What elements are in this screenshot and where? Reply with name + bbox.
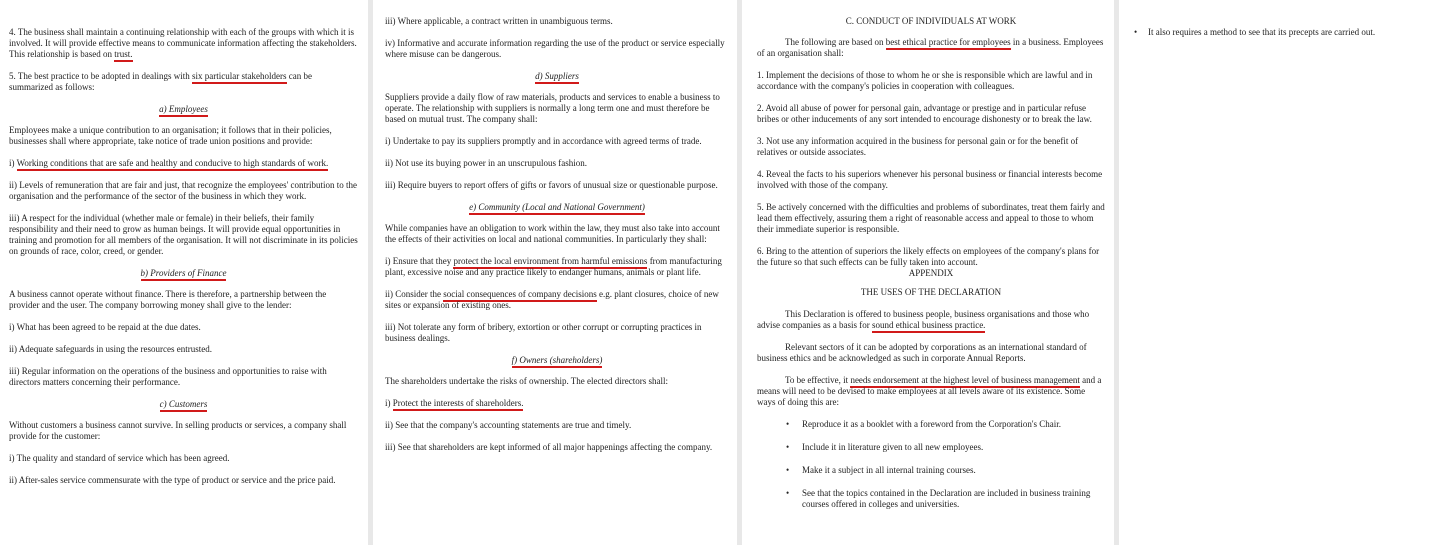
list-item: • See that the topics contained in the Declaration are included in business training courses offered in colleges and universities. (802, 488, 1105, 510)
suppliers-intro: Suppliers provide a daily flow of raw materials, products and services to enable a business to operate. The relationship with suppliers is normally a long term one and must therefore be based on mutual trust. The company shall: (385, 92, 720, 124)
customers-item-1: i) The quality and standard of service which has been agreed. (9, 453, 230, 463)
intro-text-end: in a business. Employees of an organisation shall: (757, 37, 1104, 58)
conduct-item-3: 3. Not use any information acquired in the business for personal gain or for the benefit of relatives or outside associates. (757, 136, 1079, 157)
list-item: • Reproduce it as a booklet with a foreword from the Corporation's Chair. (802, 419, 1105, 430)
para-5 (9, 71, 358, 93)
list-item: • Make it a subject in all internal training courses. (802, 465, 1105, 476)
heading-finance-text: b) Providers of Finance (141, 268, 227, 281)
customers-item-2: ii) After-sales service commensurate with the type of product or service and the price paid. (9, 475, 336, 485)
highlight-social-consequences: social consequences of company decisions (443, 289, 596, 302)
owners-item-3: iii) See that shareholders are kept informed of all major happenings affecting the company. (385, 442, 713, 452)
heading-employees-text: a) Employees (159, 104, 208, 117)
employees-intro: Employees make a unique contribution to an organisation; it follows that in their policies, businesses shall where appropriate, take notice of trade union positions and provide: (9, 125, 332, 146)
employees-item-2: ii) Levels of remuneration that are fair and just, that recognize the employees' contribution to the organisation and the performance of the sector of the business in which they work. (9, 180, 357, 201)
heading-owners (385, 355, 729, 366)
heading-providers-of-finance (9, 268, 358, 279)
page-2 (373, 0, 737, 545)
owners-item-1 (385, 398, 729, 409)
highlight-protect-environment: protect the local environment from harmful emissions (453, 256, 647, 269)
customers-item-3: iii) Where applicable, a contract written in unambiguous terms. (385, 16, 613, 26)
uses-text-end: and a means will need to be devised to make employees at all levels aware of its existence. Some ways of doing this are: (757, 375, 1102, 407)
para-5-text: 5. The best practice to be adopted in dealings with (9, 71, 193, 81)
item-suffix: e.g. plant closures, choice of new sites or expansion of existing ones. (385, 289, 719, 310)
heading-community-text: e) Community (Local and National Government) (469, 202, 645, 215)
community-intro: While companies have an obligation to work within the law, they must also take into account the effects of their activities on local and national communities. In particularly they shall: (385, 223, 720, 244)
item-suffix: from manufacturing plant, excessive noise and any practice likely to endanger humans, animals or plant life. (385, 256, 722, 277)
uses-para-1 (757, 309, 1105, 331)
conduct-item-6: 6. Bring to the attention of superiors the likely effects on employees of the company's plans for the future so that such effects can be fully taken into account. (757, 246, 1100, 267)
conduct-item-4: 4. Reveal the facts to his superiors whenever his personal business or financial interests become involved with those of the company. (757, 169, 1103, 190)
finance-item-3: iii) Regular information on the operations of the business and opportunities to raise with directors matters concerning their performance. (9, 366, 327, 387)
page-3 (742, 0, 1114, 545)
para-4-text: 4. The business shall maintain a continuing relationship with each of the groups with which it is involved. It will provide effective means to communicate information affecting the stakeholders. This relationship is based on (9, 27, 357, 59)
suppliers-item-1: i) Undertake to pay its suppliers promptly and in accordance with agreed terms of trade. (385, 136, 702, 146)
highlight-protect-shareholders: Protect the interests of shareholders. (393, 398, 524, 411)
para-5-text-end: can be summarized as follows: (9, 71, 313, 92)
heading-suppliers (385, 71, 729, 82)
community-item-1 (385, 256, 729, 278)
highlight-working-conditions: Working conditions that are safe and healthy and conducive to high standards of work. (17, 158, 329, 171)
page-4 (1119, 0, 1456, 545)
highlight-endorsement: needs endorsement at the highest level of business management (850, 375, 1079, 388)
conduct-intro (757, 37, 1105, 59)
page-1 (0, 0, 368, 545)
employees-item-3: iii) A respect for the individual (whether male or female) in their beliefs, their family responsibility and their need to grow as human beings. It will provide equal opportunities in training and promotion for all members of the organisation. It will not discriminate in its policies on grounds of race, color, creed, or gender. (9, 213, 358, 256)
highlight-sound-ethical: sound ethical business practice. (872, 320, 985, 333)
heading-owners-text: f) Owners (shareholders) (512, 355, 603, 368)
heading-appendix: APPENDIX (908, 268, 954, 278)
owners-item-2: ii) See that the company's accounting statements are true and timely. (385, 420, 632, 430)
uses-text: To be effective, it (785, 375, 851, 385)
para-4 (9, 27, 358, 60)
heading-customers (9, 399, 358, 410)
finance-intro: A business cannot operate without finance. There is therefore, a partnership between the provider and the user. The company borrowing money shall give to the lender: (9, 289, 327, 310)
item-prefix: i) Ensure that they (385, 256, 454, 266)
highlight-trust: trust. (114, 49, 132, 62)
heading-community (385, 202, 729, 213)
heading-conduct: C. CONDUCT OF INDIVIDUALS AT WORK (845, 16, 1017, 26)
community-item-2 (385, 289, 729, 311)
list-item: • It also requires a method to see that its precepts are carried out. (1148, 27, 1446, 38)
uses-para-3 (757, 375, 1105, 408)
conduct-item-2: 2. Avoid all abuse of power for personal gain, advantage or prestige and in particular refuse bribes or other inducements of any sort intended to encourage dishonesty or to break the law. (757, 103, 1092, 124)
heading-customers-text: c) Customers (160, 399, 208, 412)
suppliers-item-2: ii) Not use its buying power in an unscrupulous fashion. (385, 158, 587, 168)
heading-employees (9, 104, 358, 115)
owners-intro: The shareholders undertake the risks of ownership. The elected directors shall: (385, 376, 668, 386)
item-prefix: ii) Consider the (385, 289, 444, 299)
item-prefix: i) (9, 158, 17, 168)
uses-bullet-list (757, 419, 1105, 510)
uses-text: This Declaration is offered to business people, business organisations and those who advise companies as a basis for (757, 309, 1090, 330)
conduct-item-5: 5. Be actively concerned with the difficulties and problems of subordinates, treat them fairly and lead them effectively, assuring them a right of reasonable access and appeal to those to whom their immediate superior is responsible. (757, 202, 1105, 234)
intro-text: The following are based on (785, 37, 886, 47)
list-item: • Include it in literature given to all new employees. (802, 442, 1105, 453)
item-prefix: i) (385, 398, 393, 408)
continued-bullet-list (1132, 27, 1446, 38)
employees-item-1 (9, 158, 358, 169)
community-item-3: iii) Not tolerate any form of bribery, extortion or other corrupt or corrupting practices in business dealings. (385, 322, 702, 343)
uses-para-2: Relevant sectors of it can be adopted by corporations as an international standard of business ethics and be acknowledged as such in corporate Annual Reports. (757, 342, 1087, 363)
finance-item-2: ii) Adequate safeguards in using the resources entrusted. (9, 344, 212, 354)
customers-item-4: iv) Informative and accurate information regarding the use of the product or service especially where misuse can be dangerous. (385, 38, 725, 59)
customers-intro: Without customers a business cannot survive. In selling products or services, a company shall provide for the customer: (9, 420, 347, 441)
finance-item-1: i) What has been agreed to be repaid at the due dates. (9, 322, 201, 332)
suppliers-item-3: iii) Require buyers to report offers of gifts or favors of unusual size or questionable purpose. (385, 180, 718, 190)
highlight-six-stakeholders: six particular stakeholders (192, 71, 286, 84)
heading-suppliers-text: d) Suppliers (535, 71, 579, 84)
conduct-item-1: 1. Implement the decisions of those to whom he or she is responsible which are lawful and in accordance with the company's policies in cooperation with colleagues. (757, 70, 1093, 91)
highlight-best-ethical-practice: best ethical practice for employees (886, 37, 1011, 50)
heading-uses: THE USES OF THE DECLARATION (860, 287, 1002, 297)
